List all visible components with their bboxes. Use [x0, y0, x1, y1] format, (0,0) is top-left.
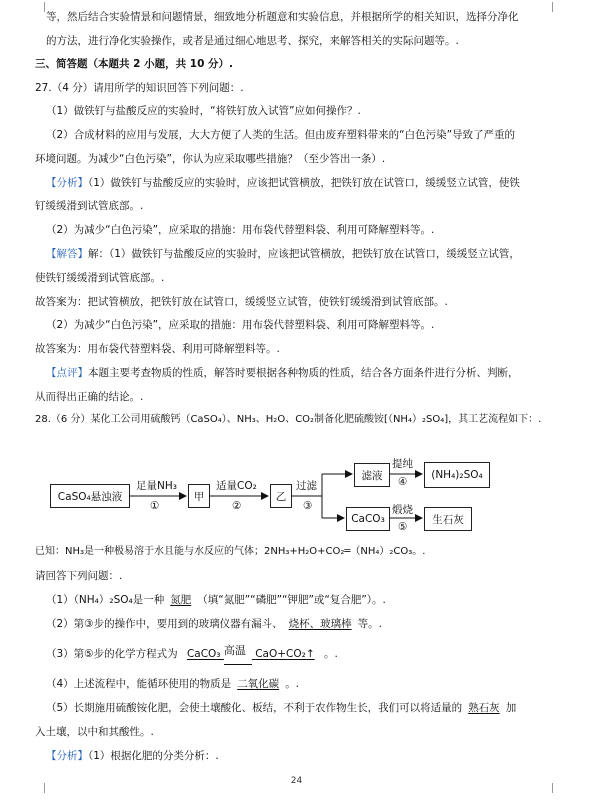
q28-part2: （2）第③步的操作中，要用到的玻璃仪器有漏斗、 烧杯、玻璃棒 等。.	[46, 618, 382, 630]
text-line: 故答案为：把试管横放，把铁钉放在试管口，缓缓竖立试管，使铁钉缓缓滑到试管底部。.	[35, 296, 448, 308]
flow-box-caso4-suspension: CaSO₄悬浊液	[50, 484, 130, 508]
q28-part1: （1）（NH₄）₂SO₄是一种 氮肥 （填“氮肥”“磷肥”“钾肥”或“复合肥”）。.	[46, 594, 386, 606]
text-line: 入土壤，以中和其酸性。.	[35, 726, 154, 738]
text-line: 的方法，进行净化实验操作，或者是通过细心地思考、探究，来解答相关的实际问题等。.	[46, 35, 459, 47]
flow-box-jia: 甲	[188, 484, 210, 508]
comment-tag: 【点评】	[46, 367, 88, 379]
answer-blank: 烧杯、玻璃棒	[288, 618, 352, 630]
text-line: （2）为减少“白色污染”，应采取的措施：用布袋代替塑料袋、利用可降解塑料等。.	[46, 319, 435, 331]
flow-step2-number: ②	[232, 500, 242, 512]
text-line: 从而得出正确的结论。.	[35, 391, 144, 403]
flow-box-yi: 乙	[270, 484, 292, 508]
q28-part5: （5）长期施用硫酸铵化肥，会使土壤酸化、板结，不利于农作物生长，我们可以将适量的 熟石灰 加	[46, 702, 517, 714]
flow-step5-label: 煅烧	[392, 504, 413, 516]
given-info: 已知：NH₃是一种极易溶于水且能与水反应的气体；2NH₃+H₂O+CO₂═（NH₄）₂CO₃。.	[35, 546, 426, 557]
text-line: 请回答下列问题：.	[35, 570, 123, 582]
analysis-tag: 【分析】	[46, 177, 88, 189]
flow-box-caco3: CaCO₃	[346, 507, 390, 531]
answer-equation: CaCO₃ 高温 CaO+CO₂↑	[181, 647, 321, 661]
condition-label: 高温	[223, 644, 246, 657]
text-line: 钉缓缓滑到试管底部。.	[35, 200, 144, 212]
text-line: 环境问题。为减少“白色污染”，你认为应采取哪些措施？（至少答出一条）.	[35, 153, 386, 165]
answer-blank: 氮肥	[170, 594, 192, 606]
analysis-line: 【分析】（1）做铁钉与盐酸反应的实验时，应该把试管横放，把铁钉放在试管口，缓缓竖立试管，使铁	[46, 177, 520, 189]
answer-tag: 【解答】	[46, 248, 88, 260]
question-28-title: 28.（6 分）某化工公司用硫酸钙（CaSO₄）、NH₃、H₂O、CO₂制备化肥硫酸铵[（NH₄）₂SO₄]，其工艺流程如下：.	[35, 414, 542, 425]
flow-step2-label: 适量CO₂	[216, 480, 257, 492]
page-number: 24	[290, 776, 303, 786]
q28-part3: （3）第⑤步的化学方程式为 CaCO₃ 高温 CaO+CO₂↑ 。.	[46, 647, 559, 661]
answer-blank: 熟石灰	[468, 702, 500, 714]
text-line: 故答案为：用布袋代替塑料袋、利用可降解塑料等。.	[35, 343, 280, 355]
analysis-tag: 【分析】	[46, 750, 88, 762]
text-line: 等，然后结合实验情景和问题情景，细致地分析题意和实验信息，并根据所学的相关知识，选择分净化	[46, 11, 519, 23]
q28-part4: （4）上述流程中，能循环使用的物质是 二氧化碳 。.	[46, 678, 300, 690]
flow-box-quicklime: 生石灰	[424, 507, 472, 531]
flow-step5-number: ⑤	[398, 521, 408, 533]
section-heading: 三、简答题（本题共 2 小题，共 10 分）.	[35, 58, 234, 70]
flow-step3-number: ③	[303, 500, 313, 512]
flow-step1-label: 足量NH₃	[136, 480, 177, 492]
q27-part2: （2）合成材料的应用与发展，大大方便了人类的生活。但由废弃塑料带来的“白色污染”导致了严重的	[46, 129, 516, 141]
comment-line: 【点评】本题主要考查物质的性质，解答时要根据各种物质的性质，结合各方面条件进行分析、判断，	[46, 367, 519, 379]
flow-step4-number: ④	[398, 476, 408, 488]
flow-step3-label: 过滤	[296, 480, 317, 492]
text-line: 使铁钉缓缓滑到试管底部。.	[35, 272, 165, 284]
flow-step1-number: ①	[150, 500, 160, 512]
flow-step4-label: 提纯	[392, 458, 413, 470]
flow-box-ammonium-sulfate: (NH₄)₂SO₄	[424, 462, 490, 488]
q27-part1: （1）做铁钉与盐酸反应的实验时，“将铁钉放入试管”应如何操作？.	[46, 105, 361, 117]
answer-line: 【解答】解：（1）做铁钉与盐酸反应的实验时，应该把试管横放，把铁钉放在试管口，缓缓竖立试管，	[46, 248, 520, 260]
analysis-line: 【分析】（1）根据化肥的分类分析：.	[46, 750, 219, 762]
question-27-title: 27.（4 分）请用所学的知识回答下列问题：.	[35, 82, 244, 94]
text-line: （2）为减少“白色污染”，应采取的措施：用布袋代替塑料袋、利用可降解塑料等。.	[46, 224, 435, 236]
answer-blank: 二氧化碳	[237, 678, 280, 690]
flow-box-filtrate: 滤液	[354, 463, 390, 487]
